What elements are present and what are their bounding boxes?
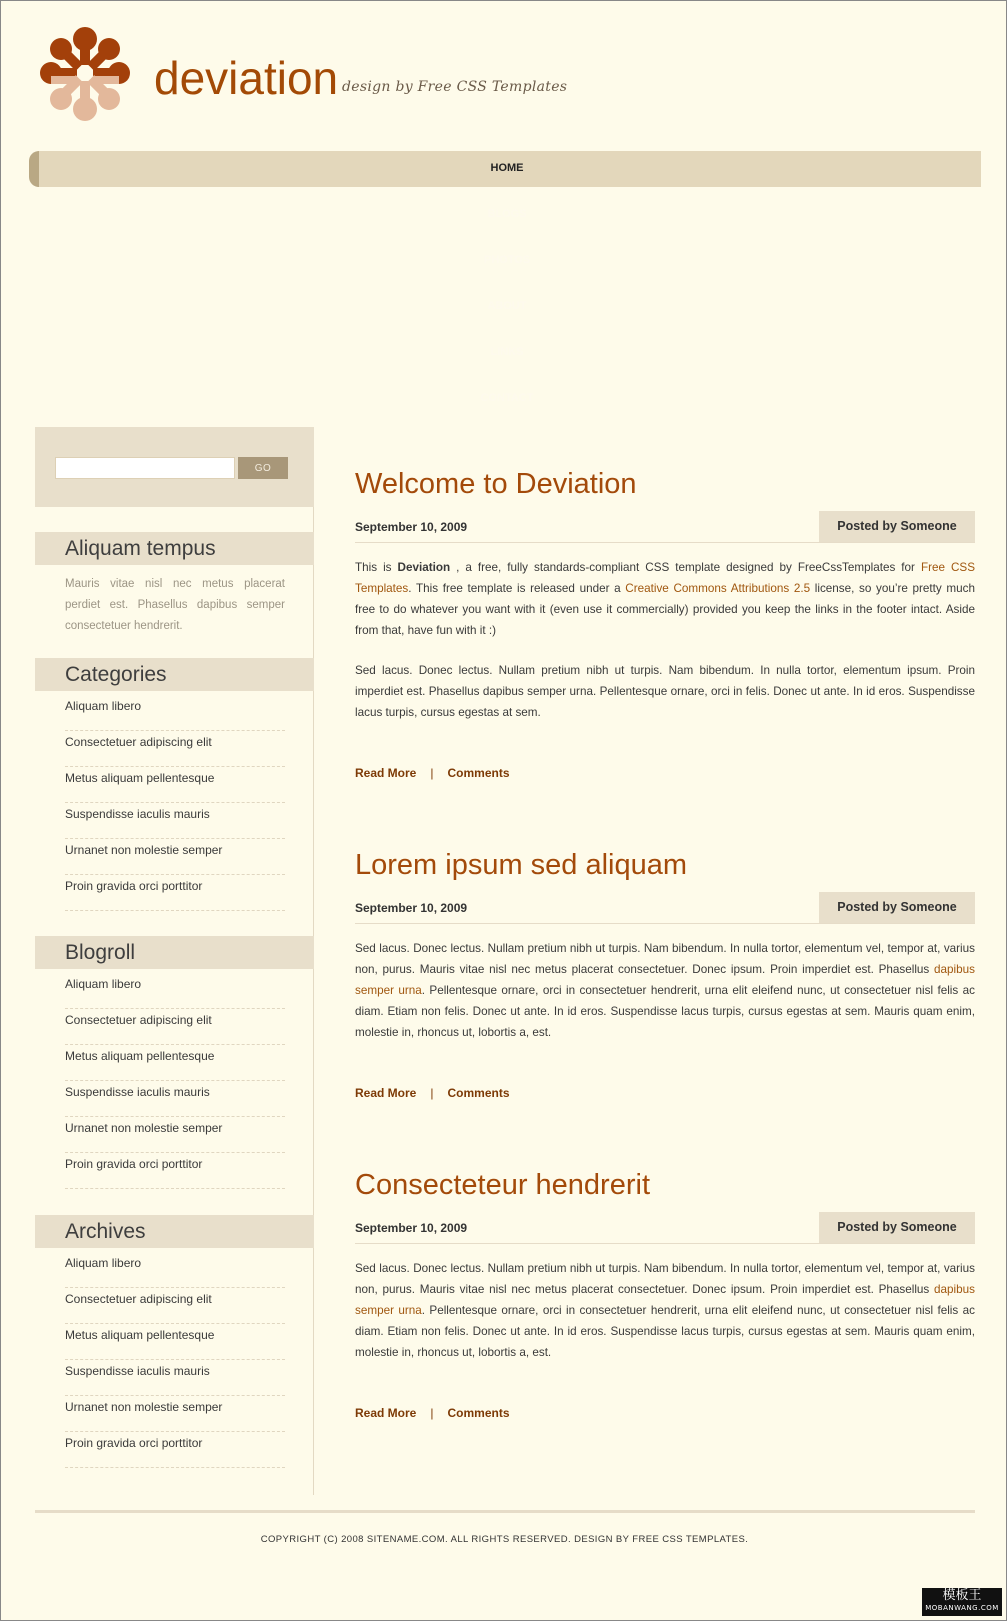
menu-item-contact[interactable]: CONTACT [480, 392, 534, 404]
link-separator: | [430, 1086, 434, 1100]
post-date: September 10, 2009 [355, 520, 468, 534]
list-item[interactable]: Aliquam libero [65, 695, 285, 731]
read-more-link[interactable]: Read More [355, 1086, 417, 1100]
site-tagline: design by Free CSS Templates [342, 79, 568, 95]
search-input[interactable] [55, 457, 235, 479]
free-css-templates-link[interactable]: Free CSS Templates [355, 561, 975, 595]
post-title[interactable]: Welcome to Deviation [355, 468, 637, 500]
list-item[interactable]: Consectetuer adipiscing elit [65, 1009, 285, 1045]
list-item[interactable]: Suspendisse iaculis mauris [65, 1360, 285, 1396]
comments-link[interactable]: Comments [447, 766, 510, 780]
list-item[interactable]: Urnanet non molestie semper [65, 1396, 285, 1432]
list-item[interactable]: Proin gravida orci porttitor [65, 1432, 285, 1468]
list-item[interactable]: Suspendisse iaculis mauris [65, 803, 285, 839]
post-date: September 10, 2009 [355, 1221, 468, 1235]
post-author: Posted by Someone [819, 511, 975, 542]
post-date: September 10, 2009 [355, 901, 468, 915]
sidebar-aliquam-text: Mauris vitae nisl nec metus placerat perdiet est. Phasellus dapibus semper consectetuer hendrerit. [65, 578, 285, 632]
list-item[interactable]: Metus aliquam pellentesque [65, 1045, 285, 1081]
menu-item-home[interactable]: HOME [490, 162, 524, 174]
comments-link[interactable]: Comments [447, 1086, 510, 1100]
sidebar-heading-blogroll: Blogroll [35, 936, 314, 969]
post-meta [355, 1212, 975, 1244]
post-body [355, 557, 975, 742]
list-item[interactable]: Consectetuer adipiscing elit [65, 731, 285, 767]
list-item[interactable]: Urnanet non molestie semper [65, 1117, 285, 1153]
post-body [355, 1258, 975, 1382]
footer-divider [35, 1510, 975, 1513]
menu-item-blogs[interactable]: BLOGS [487, 208, 527, 220]
post-links [355, 1406, 510, 1420]
list-item[interactable]: Urnanet non molestie semper [65, 839, 285, 875]
menu-item-links[interactable]: LINKS [490, 346, 524, 358]
read-more-link[interactable]: Read More [355, 1406, 417, 1420]
creative-commons-link[interactable]: Creative Commons Attributions 2.5 [625, 582, 811, 595]
post-paragraph: Sed lacus. Donec lectus. Nullam pretium nibh ut turpis. Nam bibendum. In nulla tortor, elementum vel, tempor at, varius non, purus. Mauris vitae nisl nec metus placerat consectetuer. Donec ipsum. Proin imperdiet est. Phasellus dapibus semper urna. Pellentesque ornare, orci in consectetuer hendrerit, urna elit eleifend nunc, ut consectetuer nisl felis ac diam. Etiam non felis. Donec ut ante. In id eros. Suspendisse lacus turpis, cursus egestas at sem. Mauris quam enim, molestie in, rhoncus ut, lobortis a, est. [355, 1262, 975, 1359]
list-item[interactable]: Metus aliquam pellentesque [65, 1324, 285, 1360]
archives-list [65, 1252, 285, 1468]
menu-item-photos[interactable]: PHOTOS [483, 254, 531, 266]
post-links [355, 1086, 510, 1100]
dapibus-link[interactable]: dapibus semper urna [355, 963, 975, 997]
list-item[interactable]: Aliquam libero [65, 973, 285, 1009]
footer-copyright: COPYRIGHT (C) 2008 SITENAME.COM. ALL RIGHTS RESERVED. DESIGN BY FREE CSS TEMPLATES. [260, 1534, 749, 1545]
list-item[interactable]: Suspendisse iaculis mauris [65, 1081, 285, 1117]
blogroll-list [65, 973, 285, 1189]
post-author: Posted by Someone [819, 1212, 975, 1243]
menu-item-about[interactable]: ABOUT [487, 300, 527, 312]
post-paragraph: This is Deviation , a free, fully standards-compliant CSS template designed by FreeCssTemplates for Free CSS Templates. This free template is released under a Creative Commons Attributions 2.5 license, so you’re pretty much free to do whatever you want with it (even use it commercially) provided you keep the links in the footer intact. Aside from that, have fun with it :) [355, 561, 975, 637]
list-item[interactable]: Proin gravida orci porttitor [65, 875, 285, 911]
post-body [355, 938, 975, 1062]
post-title[interactable]: Consecteteur hendrerit [355, 1169, 650, 1201]
site-title[interactable]: deviation [154, 52, 339, 104]
comments-link[interactable]: Comments [447, 1406, 510, 1420]
post-paragraph: Sed lacus. Donec lectus. Nullam pretium nibh ut turpis. Nam bibendum. In nulla tortor, elementum ipsum. Proin imperdiet est. Phasellus dapibus semper urna. Pellentesque ornare, orci in felis. Donec ut ante. In id eros. Suspendisse lacus turpis, cursus egestas at sem. [355, 664, 975, 719]
sidebar-heading-archives: Archives [35, 1215, 314, 1248]
watermark-logo: 模板王 MOBANWANG.COM [922, 1588, 1002, 1616]
post-title[interactable]: Lorem ipsum sed aliquam [355, 849, 688, 881]
list-item[interactable]: Consectetuer adipiscing elit [65, 1288, 285, 1324]
link-separator: | [430, 1406, 434, 1420]
post-meta [355, 892, 975, 924]
post-author: Posted by Someone [819, 892, 975, 923]
sidebar-heading-aliquam: Aliquam tempus [35, 532, 314, 565]
list-item[interactable]: Aliquam libero [65, 1252, 285, 1288]
list-item[interactable]: Metus aliquam pellentesque [65, 767, 285, 803]
post-paragraph: Sed lacus. Donec lectus. Nullam pretium nibh ut turpis. Nam bibendum. In nulla tortor, elementum vel, tempor at, varius non, purus. Mauris vitae nisl nec metus placerat consectetuer. Donec ipsum. Proin imperdiet est. Phasellus dapibus semper urna. Pellentesque ornare, orci in consectetuer hendrerit, urna elit eleifend nunc, ut consectetuer nisl felis ac diam. Etiam non felis. Donec ut ante. In id eros. Suspendisse lacus turpis, cursus egestas at sem. Mauris quam enim, molestie in, rhoncus ut, lobortis a, est. [355, 942, 975, 1039]
dapibus-link[interactable]: dapibus semper urna [355, 1283, 975, 1317]
post-meta [355, 511, 975, 543]
search-go-button[interactable]: GO [238, 457, 288, 479]
flower-logo-icon[interactable] [33, 21, 137, 125]
categories-list [65, 695, 285, 911]
sidebar-heading-categories: Categories [35, 658, 314, 691]
link-separator: | [430, 766, 434, 780]
read-more-link[interactable]: Read More [355, 766, 417, 780]
list-item[interactable]: Proin gravida orci porttitor [65, 1153, 285, 1189]
post-links [355, 766, 510, 780]
